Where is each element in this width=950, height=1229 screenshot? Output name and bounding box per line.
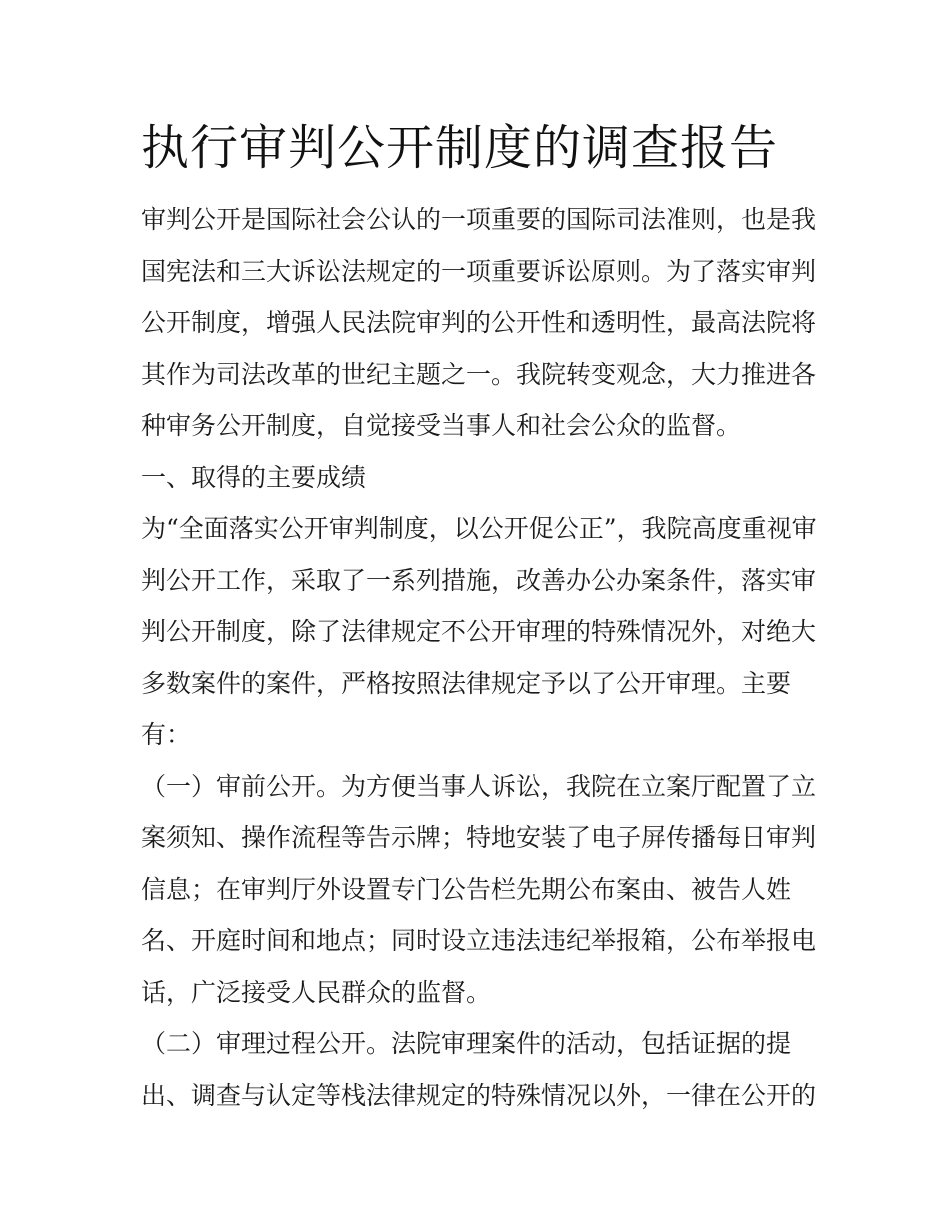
- text-line: 多数案件的案件，严格按照法律规定予以了公开审理。主要: [141, 668, 792, 698]
- text-line: 其作为司法改革的世纪主题之一。我院转变观念，大力推进各: [141, 359, 817, 389]
- text-line: 案须知、操作流程等告示牌；特地安装了电子屏传播每日审判: [141, 823, 817, 852]
- section-heading: 一、取得的主要成绩: [141, 462, 367, 492]
- text-line: 话，广泛接受人民群众的监督。: [141, 977, 492, 1007]
- text-line: 判公开制度，除了法律规定不公开审理的特殊情况外，对绝大: [141, 617, 817, 646]
- text-line: 信息；在审判厅外设置专门公告栏先期公布案由、被告人姓: [141, 874, 792, 904]
- text-line: （一）审前公开。为方便当事人诉讼，我院在立案厅配置了立: [141, 771, 817, 801]
- body-text: [141, 194, 817, 1121]
- text-line: 公开制度，增强人民法院审判的公开性和透明性，最高法院将: [141, 308, 817, 337]
- text-line: 判公开工作，采取了一系列措施，改善办公办案条件，落实审: [141, 565, 817, 595]
- text-line: 种审务公开制度，自觉接受当事人和社会公众的监督。: [141, 411, 742, 440]
- document-title: 执行审判公开制度的调查报告: [141, 120, 779, 176]
- text-line: 为“全面落实公开审判制度，以公开促公正”，我院高度重视审: [141, 514, 817, 543]
- text-line: 出、调查与认定等栈法律规定的特殊情况以外，一律在公开的: [141, 1080, 817, 1110]
- text-line: （二）审理过程公开。法院审理案件的活动，包括证据的提: [141, 1029, 792, 1058]
- document-body: [141, 112, 817, 1121]
- text-line: 名、开庭时间和地点；同时设立违法违纪举报箱，公布举报电: [141, 926, 817, 955]
- text-line: 审判公开是国际社会公认的一项重要的国际司法准则，也是我: [141, 205, 817, 234]
- text-line: 国宪法和三大诉讼法规定的一项重要诉讼原则。为了落实审判: [141, 256, 817, 286]
- text-line: 有：: [141, 720, 192, 749]
